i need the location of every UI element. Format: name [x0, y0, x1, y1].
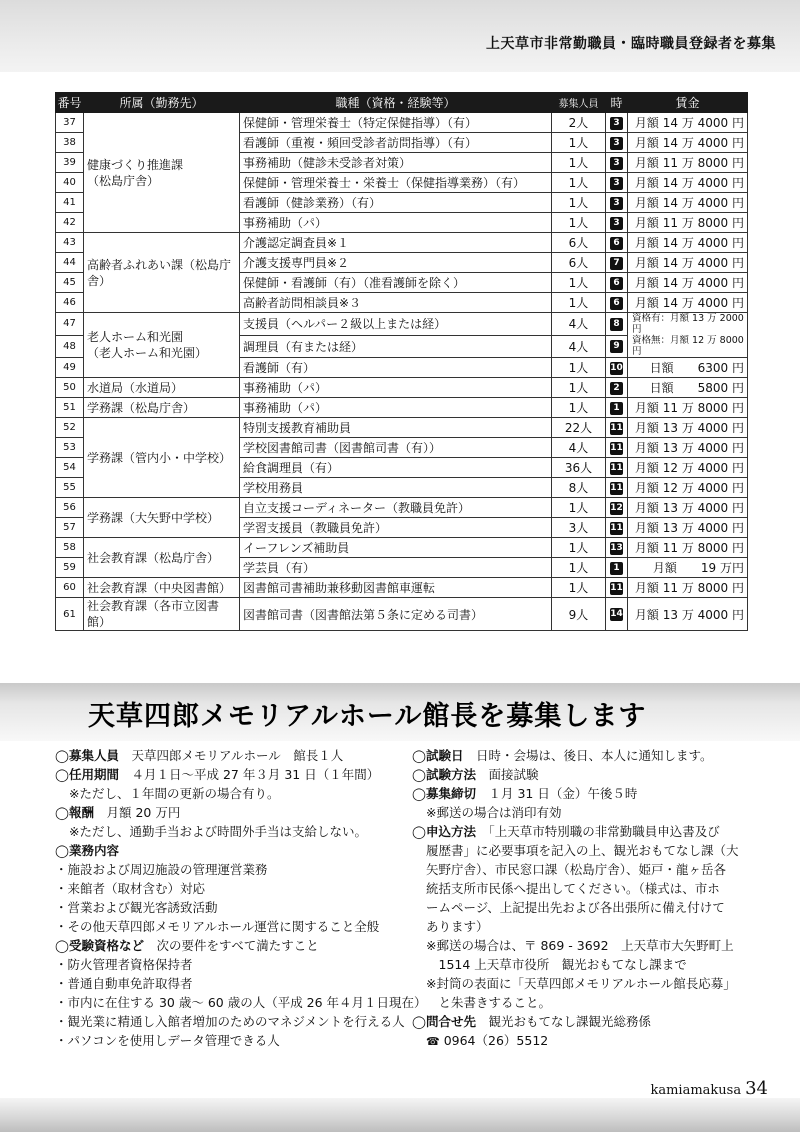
- info-text: ・防火管理者資格保持者: [55, 957, 193, 972]
- row-number: 44: [56, 253, 84, 273]
- time-code-badge: 8: [610, 318, 623, 331]
- page-footer: [650, 1078, 768, 1099]
- time-code-badge: 3: [610, 197, 623, 210]
- job-type-cell: 学芸員（有）: [240, 558, 552, 578]
- time-code-badge: 3: [610, 157, 623, 170]
- info-line: [55, 879, 395, 898]
- info-text: と朱書きすること。: [426, 995, 552, 1010]
- row-number: 54: [56, 458, 84, 478]
- count-cell: 6人: [552, 233, 606, 253]
- time-code-badge: 3: [610, 117, 623, 130]
- wage-cell: 日額 6300 円: [628, 358, 748, 378]
- count-cell: 4人: [552, 335, 606, 358]
- time-cell: [606, 173, 628, 193]
- table-row: [56, 418, 748, 438]
- department-cell: 社会教育課（各市立図書館）: [84, 598, 240, 631]
- info-line: [412, 936, 757, 955]
- info-line: [55, 955, 395, 974]
- row-number: 53: [56, 438, 84, 458]
- info-line: [412, 841, 757, 860]
- wage-cell: 月額 14 万 4000 円: [628, 133, 748, 153]
- count-cell: 1人: [552, 133, 606, 153]
- info-text: ・その他天草四郎メモリアルホール運営に関すること全般: [55, 919, 380, 934]
- info-text: あります）: [426, 919, 489, 934]
- time-cell: [606, 478, 628, 498]
- info-label: ◯報酬: [55, 805, 94, 820]
- job-type-cell: 看護師（重複・頻回受診者訪問指導）（有）: [240, 133, 552, 153]
- wage-cell: 月額 13 万 4000 円: [628, 498, 748, 518]
- table-row: [56, 378, 748, 398]
- info-line: [55, 841, 395, 860]
- info-line: [412, 822, 757, 841]
- wage-cell: 月額 14 万 4000 円: [628, 173, 748, 193]
- time-cell: [606, 538, 628, 558]
- info-line: [412, 917, 757, 936]
- info-text: ※郵送の場合は消印有効: [426, 805, 562, 820]
- info-text: ・市内に在住する 30 歳～ 60 歳の人（平成 26 年４月１日現在）: [55, 995, 427, 1010]
- recruitment-table: [55, 92, 748, 631]
- time-cell: [606, 233, 628, 253]
- row-number: 58: [56, 538, 84, 558]
- wage-cell: 月額 14 万 4000 円: [628, 193, 748, 213]
- info-text: ・営業および観光客誘致活動: [55, 900, 218, 915]
- header-department: 所属（勤務先）: [84, 93, 240, 113]
- section-title: 天草四郎メモリアルホール館長を募集します: [88, 701, 647, 732]
- info-line: [412, 784, 757, 803]
- wage-cell: 月額 19 万円: [628, 558, 748, 578]
- time-cell: [606, 418, 628, 438]
- info-text: 矢野庁舎）、市民窓口課（松島庁舎）、姫戸・龍ヶ岳各: [426, 862, 727, 877]
- info-text: 月額 20 万円: [94, 805, 181, 820]
- job-type-cell: 学習支援員（教職員免許）: [240, 518, 552, 538]
- count-cell: 1人: [552, 378, 606, 398]
- header-number: 番号: [56, 93, 84, 113]
- info-text: ※郵送の場合は、〒 869 - 3692 上天草市大矢野町上: [426, 938, 734, 953]
- time-code-badge: 12: [610, 502, 623, 513]
- wage-cell: 月額 14 万 4000 円: [628, 293, 748, 313]
- count-cell: 1人: [552, 558, 606, 578]
- info-line: [412, 993, 757, 1012]
- info-line: [55, 974, 395, 993]
- wage-cell: 資格有：月額 13 万 2000 円 資格無：月額 12 万 8000 円: [628, 313, 748, 358]
- info-text: 観光おもてなし課観光総務係: [476, 1014, 652, 1029]
- time-code-badge: 9: [610, 340, 623, 353]
- time-code-badge: 6: [610, 277, 623, 290]
- time-code-badge: 14: [610, 609, 623, 619]
- count-cell: 1人: [552, 193, 606, 213]
- job-type-cell: 事務補助（パ）: [240, 398, 552, 418]
- header-wage: 賃金: [628, 93, 748, 113]
- row-number: 41: [56, 193, 84, 213]
- info-label: ◯問合せ先: [412, 1014, 476, 1029]
- wage-cell: 月額 12 万 4000 円: [628, 458, 748, 478]
- row-number: 42: [56, 213, 84, 233]
- info-line: [412, 765, 757, 784]
- row-number: 37: [56, 113, 84, 133]
- job-type-cell: 図書館司書（図書館法第５条に定める司書）: [240, 598, 552, 631]
- job-type-cell: 事務補助（健診未受診者対策）: [240, 153, 552, 173]
- row-number: 55: [56, 478, 84, 498]
- row-number: 57: [56, 518, 84, 538]
- wage-cell: 月額 13 万 4000 円: [628, 598, 748, 631]
- wage-cell: 月額 11 万 8000 円: [628, 398, 748, 418]
- info-text: ・パソコンを使用しデータ管理できる人: [55, 1033, 280, 1048]
- count-cell: 22人: [552, 418, 606, 438]
- page-number: 34: [745, 1078, 768, 1099]
- info-line: [55, 765, 395, 784]
- row-number: 59: [56, 558, 84, 578]
- job-type-cell: 高齢者訪問相談員※３: [240, 293, 552, 313]
- job-type-cell: 事務補助（パ）: [240, 378, 552, 398]
- info-line: [55, 746, 395, 765]
- count-cell: 1人: [552, 498, 606, 518]
- job-type-cell: 看護師（有）: [240, 358, 552, 378]
- row-number: 50: [56, 378, 84, 398]
- time-cell: [606, 313, 628, 336]
- department-cell: 学務課（松島庁舎）: [84, 398, 240, 418]
- info-text: ※ただし、１年間の更新の場合有り。: [69, 786, 280, 801]
- row-number: 40: [56, 173, 84, 193]
- table-row: [56, 578, 748, 598]
- info-text: ・観光業に精通し入館者増加のためのマネジメントを行える人: [55, 1014, 405, 1029]
- info-text: 「上天草市特別職の非常勤職員申込書及び: [476, 824, 720, 839]
- count-cell: 1人: [552, 273, 606, 293]
- row-number: 38: [56, 133, 84, 153]
- info-line: [55, 1031, 395, 1050]
- time-cell: [606, 358, 628, 378]
- time-cell: [606, 398, 628, 418]
- info-text: 次の要件をすべて満たすこと: [144, 938, 319, 953]
- department-cell: 社会教育課（松島庁舎）: [84, 538, 240, 578]
- time-code-badge: 11: [610, 482, 623, 493]
- info-text: １月 31 日（金）午後５時: [476, 786, 638, 801]
- info-label: ◯任用期間: [55, 767, 119, 782]
- count-cell: 2人: [552, 113, 606, 133]
- time-cell: [606, 558, 628, 578]
- footer-site-name: kamiamakusa: [650, 1083, 742, 1098]
- table-row: [56, 233, 748, 253]
- time-code-badge: 11: [610, 422, 623, 433]
- count-cell: 1人: [552, 213, 606, 233]
- wage-cell: 月額 13 万 4000 円: [628, 418, 748, 438]
- department-cell: 学務課（管内小・中学校）: [84, 418, 240, 498]
- count-cell: 3人: [552, 518, 606, 538]
- info-text: ※ただし、通勤手当および時間外手当は支給しない。: [69, 824, 367, 839]
- department-cell: 学務課（大矢野中学校）: [84, 498, 240, 538]
- footer-band: [0, 1098, 800, 1132]
- recruitment-table-container: [55, 92, 747, 631]
- info-text: 履歴書」に必要事項を記入の上、観光おもてなし課（大: [426, 843, 739, 858]
- time-code-badge: 11: [610, 522, 623, 533]
- info-line: [412, 803, 757, 822]
- info-text: ームページ、上記提出先および各出張所に備え付けて: [426, 900, 725, 915]
- count-cell: 1人: [552, 173, 606, 193]
- time-code-badge: 10: [610, 362, 623, 373]
- wage-cell: 月額 13 万 4000 円: [628, 518, 748, 538]
- wage-cell: 月額 13 万 4000 円: [628, 438, 748, 458]
- time-code-badge: 3: [610, 217, 623, 230]
- job-type-cell: 保健師・看護師（有）（准看護師を除く）: [240, 273, 552, 293]
- time-cell: [606, 378, 628, 398]
- time-code-badge: 2: [610, 382, 623, 395]
- job-type-cell: 調理員（有または経）: [240, 335, 552, 358]
- row-number: 48: [56, 335, 84, 358]
- info-label: ◯募集人員: [55, 748, 119, 763]
- row-number: 61: [56, 598, 84, 631]
- wage-cell: 月額 11 万 8000 円: [628, 538, 748, 558]
- info-line: [55, 898, 395, 917]
- time-code-badge: 11: [610, 582, 623, 593]
- info-line: [55, 860, 395, 879]
- table-row: [56, 498, 748, 518]
- table-row: [56, 538, 748, 558]
- wage-cell: 月額 14 万 4000 円: [628, 253, 748, 273]
- time-cell: [606, 153, 628, 173]
- job-type-cell: 特別支援教育補助員: [240, 418, 552, 438]
- count-cell: 1人: [552, 293, 606, 313]
- time-code-badge: 6: [610, 297, 623, 310]
- info-text: 統括支所市民係へ提出してください。（様式は、市ホ: [426, 881, 720, 896]
- info-text: ※封筒の表面に「天草四郎メモリアルホール館長応募」: [426, 976, 736, 991]
- job-type-cell: 介護認定調査員※１: [240, 233, 552, 253]
- count-cell: 4人: [552, 313, 606, 336]
- department-cell: 高齢者ふれあい課（松島庁舎）: [84, 233, 240, 313]
- row-number: 52: [56, 418, 84, 438]
- wage-cell: 月額 11 万 8000 円: [628, 578, 748, 598]
- count-cell: 6人: [552, 253, 606, 273]
- row-number: 47: [56, 313, 84, 336]
- count-cell: 9人: [552, 598, 606, 631]
- row-number: 60: [56, 578, 84, 598]
- job-type-cell: 事務補助（パ）: [240, 213, 552, 233]
- job-type-cell: 学校図書館司書（図書館司書（有））: [240, 438, 552, 458]
- table-row: [56, 113, 748, 133]
- row-number: 51: [56, 398, 84, 418]
- time-cell: [606, 253, 628, 273]
- time-code-badge: 6: [610, 237, 623, 250]
- info-text: ・施設および周辺施設の管理運営業務: [55, 862, 268, 877]
- department-cell: 水道局（水道局）: [84, 378, 240, 398]
- info-text: 面接試験: [476, 767, 539, 782]
- info-text: ・普通自動車免許取得者: [55, 976, 193, 991]
- info-line: [412, 1012, 757, 1031]
- info-line: [55, 803, 395, 822]
- info-label: ◯業務内容: [55, 843, 119, 858]
- job-type-cell: 介護支援専門員※２: [240, 253, 552, 273]
- time-code-badge: 1: [610, 562, 623, 575]
- count-cell: 4人: [552, 438, 606, 458]
- time-cell: [606, 438, 628, 458]
- time-code-badge: 1: [610, 402, 623, 415]
- info-line: [412, 974, 757, 993]
- count-cell: 1人: [552, 578, 606, 598]
- table-row: [56, 598, 748, 631]
- info-line: [55, 1012, 405, 1031]
- table-header-row: [56, 93, 748, 113]
- wage-cell: 月額 12 万 4000 円: [628, 478, 748, 498]
- info-line: [412, 879, 757, 898]
- time-code-badge: 13: [610, 542, 623, 553]
- info-line: [55, 784, 395, 803]
- table-body: [56, 113, 748, 631]
- row-number: 39: [56, 153, 84, 173]
- job-type-cell: 保健師・管理栄養士（特定保健指導）（有）: [240, 113, 552, 133]
- row-number: 49: [56, 358, 84, 378]
- time-code-badge: 3: [610, 177, 623, 190]
- job-type-cell: 支援員（ヘルパー２級以上または経）: [240, 313, 552, 336]
- count-cell: 1人: [552, 358, 606, 378]
- time-code-badge: 7: [610, 257, 623, 270]
- time-code-badge: 11: [610, 442, 623, 453]
- info-line: [412, 1031, 757, 1051]
- row-number: 56: [56, 498, 84, 518]
- count-cell: 8人: [552, 478, 606, 498]
- info-line: [412, 898, 757, 917]
- right-column: [412, 746, 757, 1051]
- info-line: [412, 955, 757, 974]
- info-line: [55, 822, 395, 841]
- info-line: [412, 746, 757, 765]
- header-job-type: 職種（資格・経験等）: [240, 93, 552, 113]
- header-time: 時: [606, 93, 628, 113]
- header-count: 募集人員: [552, 93, 606, 113]
- table-row: [56, 313, 748, 336]
- time-cell: [606, 598, 628, 631]
- telephone-icon: ☎: [426, 1035, 440, 1048]
- info-text: ・来館者（取材含む）対応: [55, 881, 206, 896]
- info-label: ◯試験方法: [412, 767, 476, 782]
- time-cell: [606, 293, 628, 313]
- department-cell: 社会教育課（中央図書館）: [84, 578, 240, 598]
- row-number: 43: [56, 233, 84, 253]
- department-cell: 健康づくり推進課 （松島庁舎）: [84, 113, 240, 233]
- count-cell: 1人: [552, 398, 606, 418]
- job-type-cell: 給食調理員（有）: [240, 458, 552, 478]
- wage-cell: 月額 14 万 4000 円: [628, 233, 748, 253]
- wage-cell: 月額 11 万 8000 円: [628, 213, 748, 233]
- info-text: 0964（26）5512: [443, 1033, 549, 1048]
- time-cell: [606, 273, 628, 293]
- count-cell: 1人: [552, 153, 606, 173]
- wage-cell: 日額 5800 円: [628, 378, 748, 398]
- wage-cell: 月額 14 万 4000 円: [628, 273, 748, 293]
- job-type-cell: 自立支援コーディネーター（教職員免許）: [240, 498, 552, 518]
- info-label: ◯申込方法: [412, 824, 476, 839]
- job-type-cell: 看護師（健診業務）（有）: [240, 193, 552, 213]
- department-cell: 老人ホーム和光園 （老人ホーム和光園）: [84, 313, 240, 378]
- left-column: [55, 746, 427, 1050]
- job-type-cell: 保健師・管理栄養士・栄養士（保健指導業務）（有）: [240, 173, 552, 193]
- info-text: 日時・会場は、後日、本人に通知します。: [463, 748, 713, 763]
- time-cell: [606, 458, 628, 478]
- time-code-badge: 3: [610, 137, 623, 150]
- time-cell: [606, 518, 628, 538]
- info-text: 1514 上天草市役所 観光おもてなし課まで: [426, 957, 687, 972]
- job-type-cell: 学校用務員: [240, 478, 552, 498]
- job-type-cell: 図書館司書補助兼移動図書館車運転: [240, 578, 552, 598]
- time-cell: [606, 113, 628, 133]
- table-row: [56, 398, 748, 418]
- count-cell: 1人: [552, 538, 606, 558]
- info-label: ◯募集締切: [412, 786, 476, 801]
- time-cell: [606, 335, 628, 358]
- row-number: 46: [56, 293, 84, 313]
- wage-cell: 月額 11 万 8000 円: [628, 153, 748, 173]
- time-code-badge: 11: [610, 462, 623, 473]
- page-header-title: 上天草市非常勤職員・臨時職員登録者を募集: [486, 36, 776, 52]
- time-cell: [606, 213, 628, 233]
- time-cell: [606, 578, 628, 598]
- row-number: 45: [56, 273, 84, 293]
- time-cell: [606, 193, 628, 213]
- wage-cell: 月額 14 万 4000 円: [628, 113, 748, 133]
- info-label: ◯受験資格など: [55, 938, 144, 953]
- info-line: [412, 860, 757, 879]
- info-label: ◯試験日: [412, 748, 464, 763]
- count-cell: 36人: [552, 458, 606, 478]
- info-line: [55, 993, 427, 1012]
- time-cell: [606, 498, 628, 518]
- info-line: [55, 936, 395, 955]
- info-line: [55, 917, 395, 936]
- job-type-cell: イーフレンズ補助員: [240, 538, 552, 558]
- info-text: 天草四郎メモリアルホール 館長１人: [119, 748, 344, 763]
- info-text: ４月１日～平成 27 年３月 31 日（１年間）: [119, 767, 380, 782]
- time-cell: [606, 133, 628, 153]
